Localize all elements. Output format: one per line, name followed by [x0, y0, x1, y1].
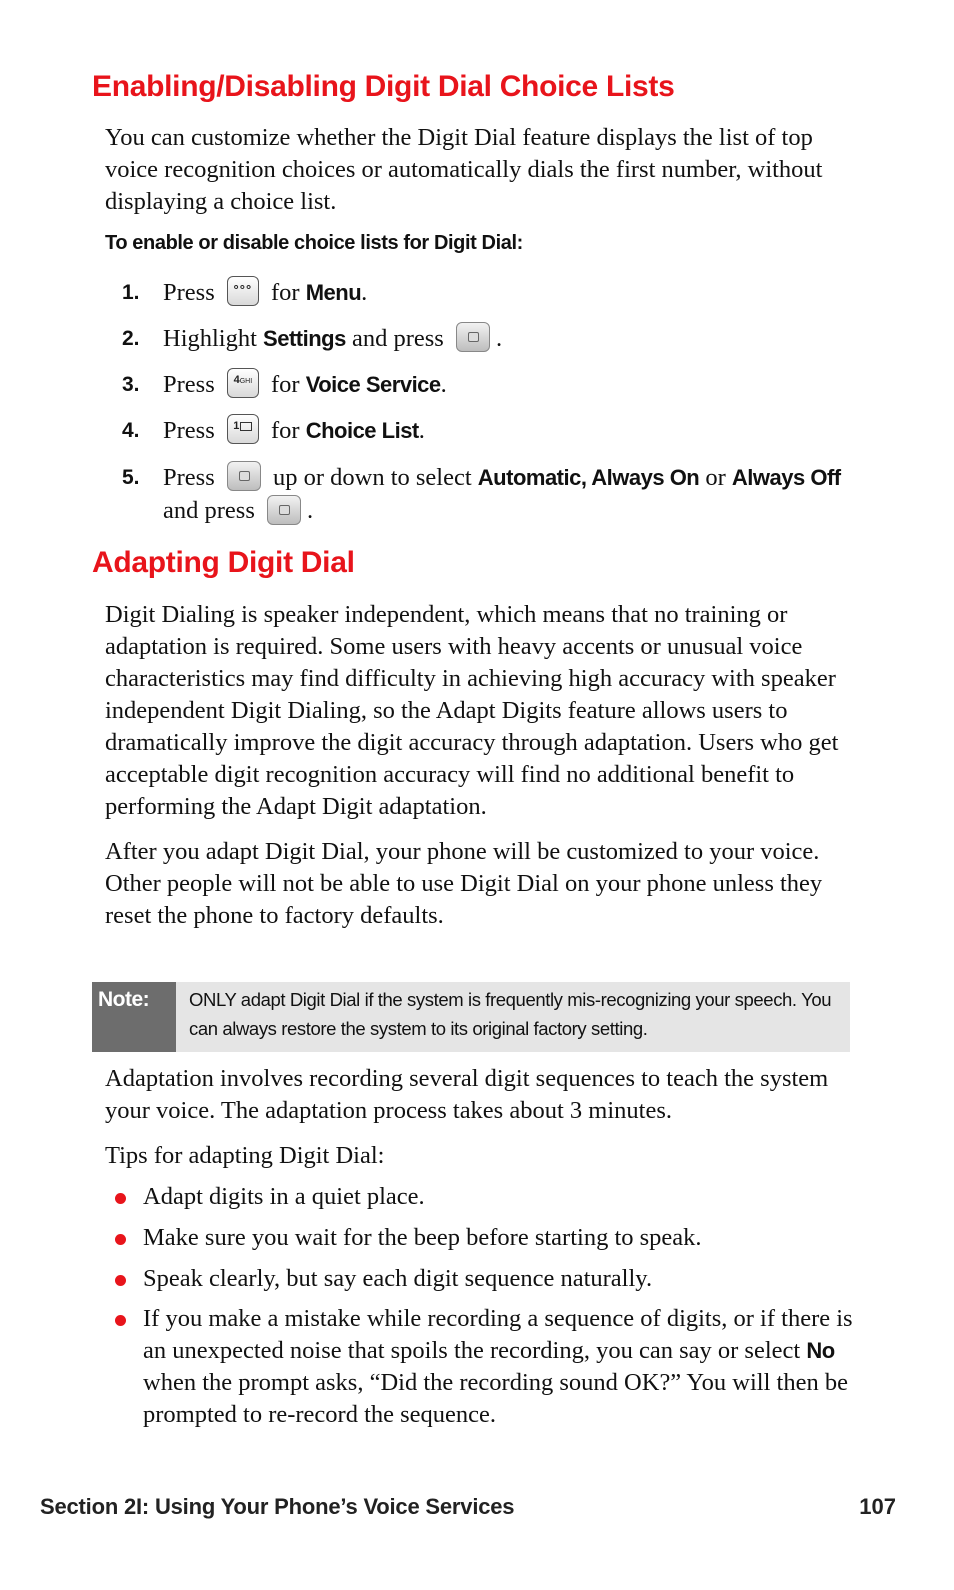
step-keyword: Always Off	[731, 465, 841, 490]
step-end: .	[418, 417, 425, 444]
step-number: 1.	[122, 281, 140, 304]
bullet-icon	[115, 1315, 126, 1326]
note-label: Note:	[92, 982, 176, 1052]
nav-select-key-icon	[267, 495, 301, 525]
step-text: Press	[163, 464, 215, 491]
step-keyword: Menu	[305, 280, 362, 305]
tip-text: Speak clearly, but say each digit sequence naturally.	[143, 1265, 653, 1292]
bullet-icon	[115, 1275, 126, 1286]
tips-intro: Tips for adapting Digit Dial:	[105, 1142, 385, 1169]
step-end: .	[306, 497, 314, 525]
section-heading-adapting: Adapting Digit Dial	[92, 546, 355, 579]
step-keyword: Settings	[263, 326, 346, 351]
envelope-icon	[240, 422, 252, 431]
footer-section-title: Section 2I: Using Your Phone’s Voice Services	[40, 1494, 515, 1519]
menu-key-icon	[227, 276, 259, 306]
step-text: for	[270, 417, 300, 444]
step-text: for	[270, 371, 300, 398]
step-end: .	[361, 279, 368, 306]
step-end: .	[440, 371, 447, 398]
step-3	[122, 368, 862, 401]
note-box	[92, 982, 850, 1052]
step-keyword: Voice Service	[305, 372, 441, 397]
step-end: .	[495, 325, 503, 352]
section-heading-choice-lists: Enabling/Disabling Digit Dial Choice Lists	[92, 70, 675, 103]
step-text: up or down to select	[272, 464, 472, 491]
step-text: Press	[163, 417, 215, 444]
step-text: Press	[163, 371, 215, 398]
step-number: 5.	[122, 466, 140, 489]
nav-key-icon	[227, 461, 261, 491]
tip-text-part: If you make a mistake while recording a sequence of digits, or if there is an unexpected noise that spoils the recording, you can say or select	[143, 1305, 853, 1364]
step-number: 3.	[122, 373, 140, 396]
tip-item-4	[115, 1303, 860, 1431]
tip-keyword: No	[806, 1338, 835, 1363]
note-text: ONLY adapt Digit Dial if the system is frequently mis-recognizing your speech. You can always restore the system to its original factory setting.	[189, 989, 832, 1039]
footer-page-number: 107	[859, 1494, 896, 1519]
step-4	[122, 414, 862, 447]
step-text: Press	[163, 279, 215, 306]
key-digit: 1	[233, 420, 240, 433]
step-number: 2.	[122, 327, 140, 350]
key-letters: GHI	[239, 378, 253, 386]
bullet-icon	[115, 1234, 126, 1245]
tip-text-part: when the prompt asks, “Did the recording sound OK?” You will then be prompted to re-record the sequence.	[143, 1369, 848, 1428]
key-4-icon	[227, 368, 259, 398]
tip-text	[143, 1303, 860, 1431]
nav-select-key-icon	[456, 322, 490, 352]
tip-item-1	[115, 1181, 860, 1213]
menu-key-label: °°°	[233, 282, 253, 298]
key-1-icon	[227, 414, 259, 444]
step-text: Highlight	[163, 325, 257, 352]
step-keyword: Choice List	[305, 418, 419, 443]
step-text: for	[270, 279, 300, 306]
bullet-icon	[115, 1193, 126, 1204]
tip-text: Adapt digits in a quiet place.	[143, 1183, 425, 1210]
adapting-paragraph-3: Adaptation involves recording several digit sequences to teach the system your voice. The adaptation process takes about 3 minutes.	[105, 1065, 829, 1124]
step-text: and press	[163, 497, 255, 525]
adapting-paragraph-1: Digit Dialing is speaker independent, which means that no training or adaptation is required. Some users with heavy accents or unusual voice characteristics may find difficulty in achieving high accuracy with speaker independent Digit Dialing, so the Adapt Digits feature allows users to dramatically improve the digit accuracy through adaptation. Users who get acceptable digit recognition accuracy will find no additional benefit to performing the Adapt Digit adaptation.	[105, 601, 839, 820]
step-keyword: Automatic, Always On	[477, 465, 700, 490]
step-text: or	[705, 464, 726, 491]
adapting-paragraph-2: After you adapt Digit Dial, your phone will be customized to your voice. Other people will not be able to use Digit Dial on your phone unless they reset the phone to factory defaults.	[105, 838, 823, 929]
step-text: and press	[351, 325, 444, 352]
step-2	[122, 322, 862, 355]
procedure-subhead: To enable or disable choice lists for Digit Dial:	[105, 232, 523, 254]
tip-item-3	[115, 1263, 860, 1295]
key-digit: 4	[233, 374, 240, 387]
step-5	[122, 461, 862, 528]
step-1	[122, 276, 862, 309]
tip-item-2	[115, 1222, 860, 1254]
tip-text: Make sure you wait for the beep before starting to speak.	[143, 1224, 702, 1251]
step-number: 4.	[122, 419, 140, 442]
choice-lists-intro: You can customize whether the Digit Dial feature displays the list of top voice recognition choices or automatically dials the first number, without displaying a choice list.	[105, 124, 823, 215]
